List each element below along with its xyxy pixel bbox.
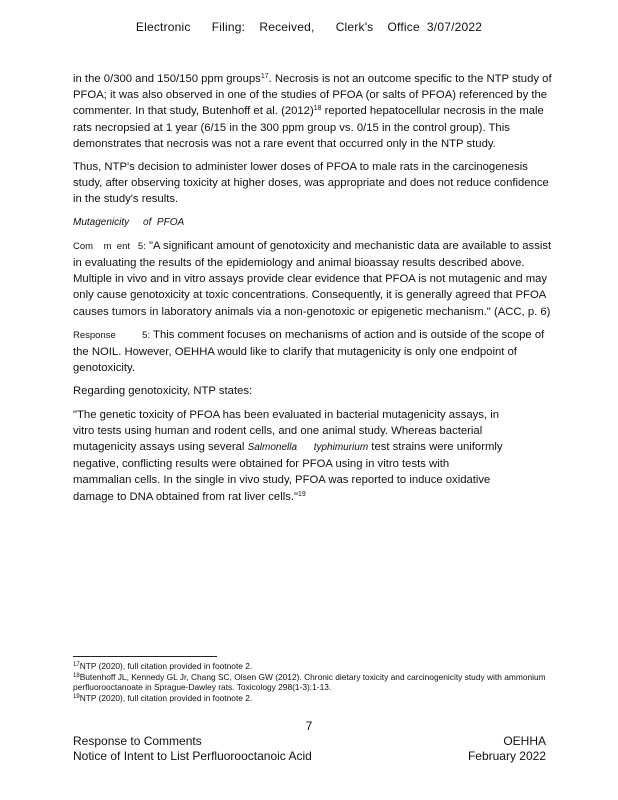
- response-label: Response 5:: [73, 329, 151, 341]
- page-number: 7: [305, 719, 313, 733]
- footnote-ref: 17: [260, 73, 269, 80]
- footer-right: [468, 734, 546, 764]
- footnote-18: $^{18}$Butenhoff JL, Kennedy GL Jr, Chang SC, Olsen GW (2012). Chronic dietary toxicity and carcinogenicity study with ammonium perfluorooctanoate in Sprague-Dawley rats. Toxicology 298(1-3):1-13.: [73, 671, 546, 693]
- footer-doc-title: Response to Comments: [73, 734, 202, 748]
- document-body: [73, 71, 553, 512]
- comment-5: Com m ent 5: "A significant amount of genotoxicity and mechanistic data are available to assist in evaluating the results of the epidemiology and animal bioassay results described above. Multiple in vivo and in vitro assays provide clear evidence that PFOA is not mutagenic and may only cause genotoxicity at toxic concentrations. Consequently, it is generally agreed that PFOA causes tumors in laboratory animals via a non-genotoxic or epigenetic mechanism." (ACC, p. 6): [73, 239, 552, 318]
- footnote-ref: 19: [298, 490, 306, 498]
- footer-agency: OEHHA: [503, 734, 546, 748]
- comment-label: Com m ent 5:: [73, 240, 146, 252]
- section-heading: Mutagenicity of PFOA: [73, 216, 185, 228]
- paragraph-necrosis: in the 0/300 and 150/150 ppm groups$^{17}$. Necrosis is not an outcome specific to the NTP study of PFOA; it was also observed in one of the studies of PFOA (or salts of PFOA) referenced by the commenter. In that study, Butenhoff et al. $(2012)^{18}$ reported hepatocellular necrosis in the male rats necropsied at 1 year (6/15 in the 300 ppm group vs. 0/15 in the control group). This demonstrates that necrosis was not a rare event that occurred only in the NTP study.: [73, 73, 552, 150]
- footnote-19: $^{19}$NTP (2020), full citation provided in footnote 2.: [73, 692, 253, 703]
- footer-date: February 2022: [467, 749, 546, 763]
- footnote-ref: 18: [313, 105, 322, 113]
- footnotes: [73, 661, 553, 703]
- filing-stamp: Electronic Filing: Received, Clerk's Office 3/07/2022: [135, 20, 483, 34]
- ntp-quote: "The genetic toxicity of PFOA has been evaluated in bacterial mutagenicity assays, in vitro tests using human and rodent cells, and one animal study. Whereas bacterial mutagenicity assays using several Salmonella typhimurium test strains were uniformly negative, conflicting results were obtained for PFOA using in vitro tests with mammalian cells. In the single in vivo study, PFOA was reported to induce oxidative damage to DNA obtained from rat liver cells."$^{19}$: [73, 408, 503, 503]
- regarding-line: Regarding genotoxicity, NTP states:: [73, 385, 253, 398]
- footer-left: [73, 734, 312, 764]
- response-5: Response 5: This comment focuses on mechanisms of action and is outside of the scope of the NOIL. However, OEHHA would like to clarify that mutagenicity is only one endpoint of genotoxicity.: [73, 328, 545, 375]
- footer-doc-subtitle: Notice of Intent to List Perfluorooctanoic Acid: [73, 749, 312, 763]
- footnote-17: $^{17}$NTP (2020), full citation provided in footnote 2.: [73, 661, 253, 671]
- footnote-divider: [73, 656, 217, 657]
- paragraph-conclusion: Thus, NTP's decision to administer lower doses of PFOA to male rats in the carcinogenesis study, after observing toxicity at higher doses, was appropriate and does not reduce confidence in the study's results.: [73, 161, 549, 206]
